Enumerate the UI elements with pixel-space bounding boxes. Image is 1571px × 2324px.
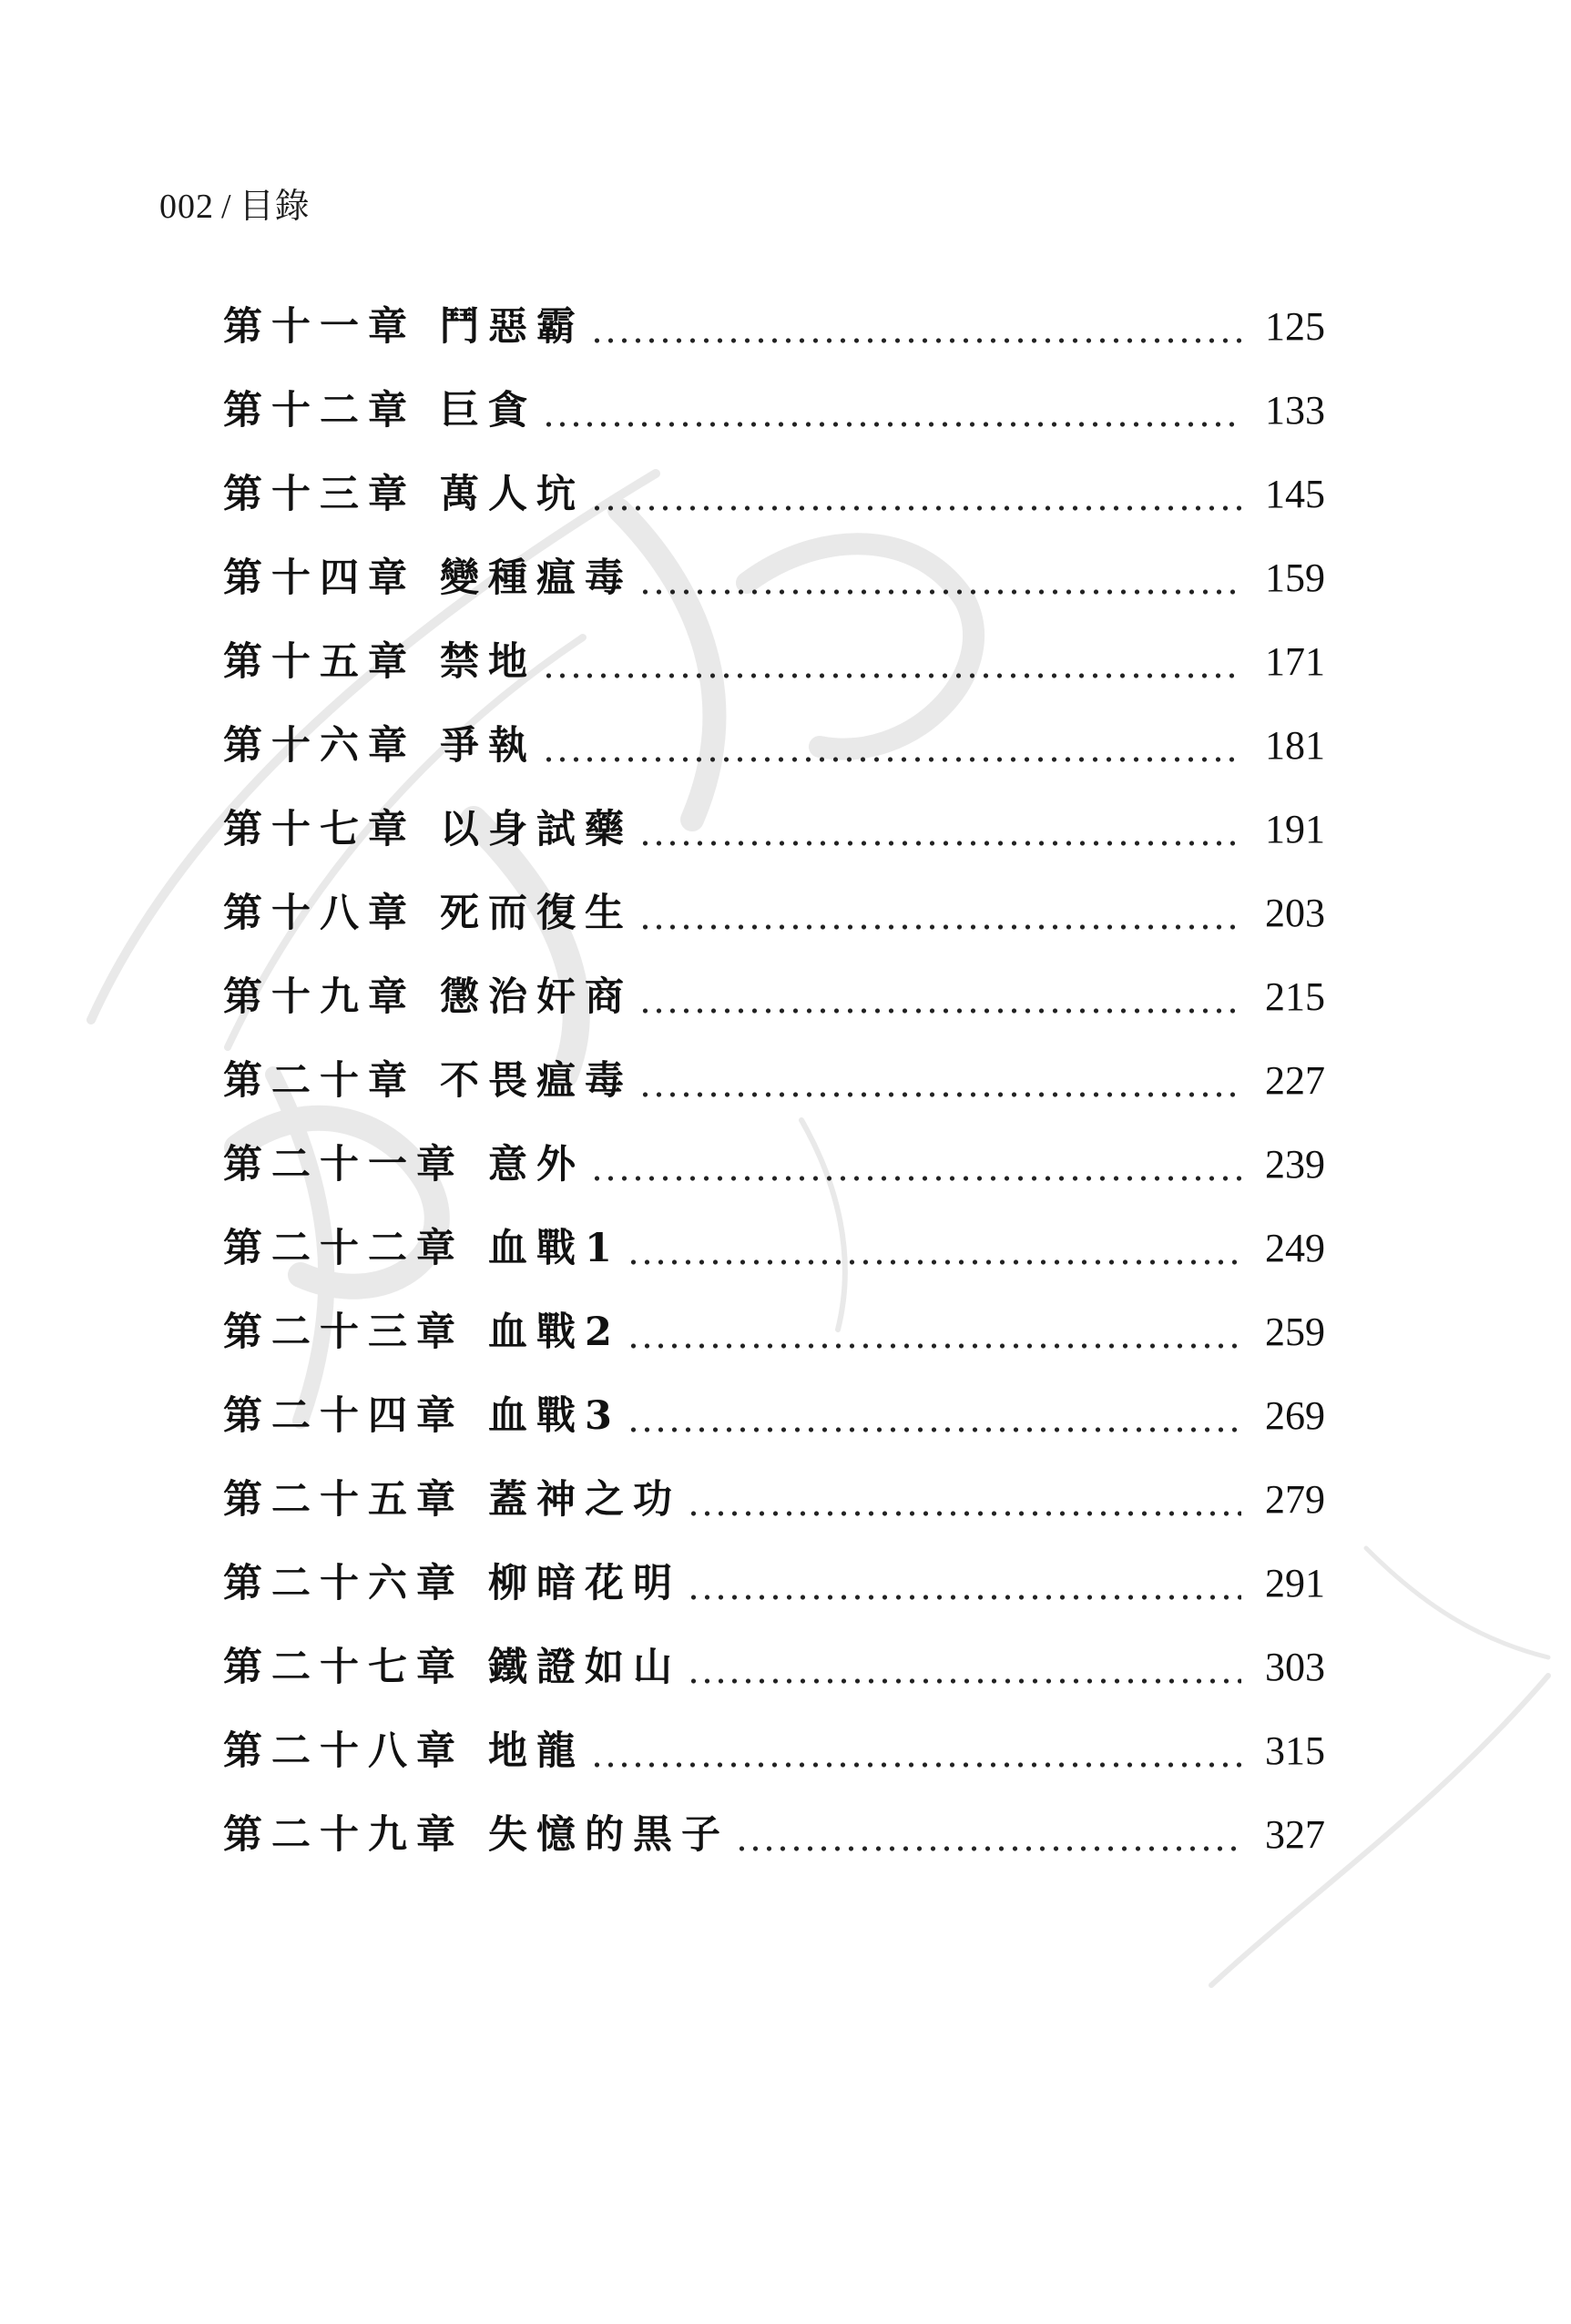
chapter-number: 第十一章 — [223, 304, 416, 350]
page-number: 215 — [1265, 974, 1325, 1019]
chapter-number: 第十七章 — [223, 807, 416, 852]
chapter-number: 第十九章 — [223, 974, 416, 1020]
toc-entry — [223, 550, 1325, 634]
page-number: 145 — [1265, 472, 1325, 516]
chapter-number: 第十三章 — [223, 472, 416, 517]
header-separator: / — [221, 188, 232, 226]
toc-entry — [223, 382, 1325, 466]
page-number: 191 — [1265, 807, 1325, 851]
toc-entry — [223, 1555, 1325, 1639]
chapter-number: 第二十三章 — [223, 1310, 464, 1355]
toc-entry — [223, 1723, 1325, 1807]
page-number: 133 — [1265, 388, 1325, 433]
toc-entry — [223, 718, 1325, 801]
chapter-title: 柳暗花明 — [488, 1561, 681, 1606]
dot-leader — [638, 1090, 1241, 1099]
chapter-number: 第二十二章 — [223, 1226, 464, 1271]
toc-entry — [223, 634, 1325, 718]
chapter-title: 失憶的黒子 — [488, 1812, 729, 1858]
chapter-title: 萬人坑 — [440, 472, 585, 517]
toc-entry — [223, 885, 1325, 969]
page-number: 315 — [1265, 1728, 1325, 1773]
chapter-number: 第二十五章 — [223, 1477, 464, 1523]
page-number: 239 — [1265, 1142, 1325, 1187]
page-number: 159 — [1265, 556, 1325, 600]
toc-entry — [223, 466, 1325, 550]
toc-entry — [223, 299, 1325, 382]
dot-leader — [590, 504, 1241, 513]
dot-leader — [638, 587, 1241, 596]
chapter-title: 禁地 — [440, 639, 536, 685]
chapter-title: 鬥惡霸 — [440, 304, 585, 350]
toc-entry — [223, 1137, 1325, 1220]
chapter-title: 蓋神之功 — [488, 1477, 681, 1523]
page-number: 259 — [1265, 1310, 1325, 1354]
toc-entry — [223, 801, 1325, 885]
page-number: 327 — [1265, 1812, 1325, 1857]
page-number: 249 — [1265, 1226, 1325, 1270]
dot-leader — [542, 671, 1241, 680]
chapter-title: 地龍 — [488, 1728, 585, 1774]
chapter-title: 變種瘟毒 — [440, 556, 633, 601]
toc-entry — [223, 1472, 1325, 1555]
chapter-title: 死而復生 — [440, 891, 633, 936]
dot-leader — [638, 922, 1241, 932]
chapter-number: 第二十九章 — [223, 1812, 464, 1858]
page-number: 303 — [1265, 1645, 1325, 1689]
header-page-number: 002 — [159, 188, 214, 226]
chapter-number: 第十五章 — [223, 639, 416, 685]
chapter-number: 第二十一章 — [223, 1142, 464, 1187]
chapter-title: 不畏瘟毒 — [440, 1058, 633, 1104]
dot-leader — [627, 1341, 1241, 1351]
chapter-number: 第十八章 — [223, 891, 416, 936]
chapter-title: 血戰1 — [488, 1226, 621, 1271]
dot-leader — [590, 336, 1241, 345]
chapter-title: 以身試藥 — [440, 807, 633, 852]
toc-entry — [223, 1807, 1325, 1891]
dot-leader — [627, 1425, 1241, 1434]
page-number: 125 — [1265, 304, 1325, 349]
toc-entry — [223, 1220, 1325, 1304]
chapter-title: 爭執 — [440, 723, 536, 769]
dot-leader — [542, 420, 1241, 429]
dot-leader — [687, 1593, 1241, 1602]
chapter-number: 第二十章 — [223, 1058, 416, 1104]
page-number: 181 — [1265, 723, 1325, 768]
chapter-title: 血戰3 — [488, 1393, 621, 1439]
header-section-title: 目錄 — [239, 188, 311, 226]
toc-entry — [223, 1388, 1325, 1472]
dot-leader — [590, 1174, 1241, 1183]
page-number: 203 — [1265, 891, 1325, 935]
running-header — [159, 178, 311, 228]
page-number: 171 — [1265, 639, 1325, 684]
chapter-number: 第二十六章 — [223, 1561, 464, 1606]
chapter-number: 第二十七章 — [223, 1645, 464, 1690]
chapter-number: 第十二章 — [223, 388, 416, 433]
dot-leader — [735, 1844, 1241, 1853]
dot-leader — [687, 1677, 1241, 1686]
page-number: 291 — [1265, 1561, 1325, 1605]
page-number: 269 — [1265, 1393, 1325, 1438]
chapter-title: 血戰2 — [488, 1310, 621, 1355]
page-number: 279 — [1265, 1477, 1325, 1522]
chapter-title: 意外 — [488, 1142, 585, 1187]
table-of-contents — [223, 299, 1325, 1891]
chapter-number: 第十四章 — [223, 556, 416, 601]
toc-entry — [223, 1304, 1325, 1388]
dot-leader — [542, 755, 1241, 764]
chapter-title: 懲治奸商 — [440, 974, 633, 1020]
dot-leader — [627, 1258, 1241, 1267]
chapter-number: 第十六章 — [223, 723, 416, 769]
chapter-number: 第二十八章 — [223, 1728, 464, 1774]
chapter-title: 巨貪 — [440, 388, 536, 433]
chapter-number: 第二十四章 — [223, 1393, 464, 1439]
chapter-title: 鐵證如山 — [488, 1645, 681, 1690]
dot-leader — [638, 1006, 1241, 1015]
dot-leader — [687, 1509, 1241, 1518]
page-number: 227 — [1265, 1058, 1325, 1103]
toc-entry — [223, 1639, 1325, 1723]
toc-entry — [223, 969, 1325, 1053]
dot-leader — [638, 839, 1241, 848]
toc-entry — [223, 1053, 1325, 1137]
dot-leader — [590, 1760, 1241, 1769]
